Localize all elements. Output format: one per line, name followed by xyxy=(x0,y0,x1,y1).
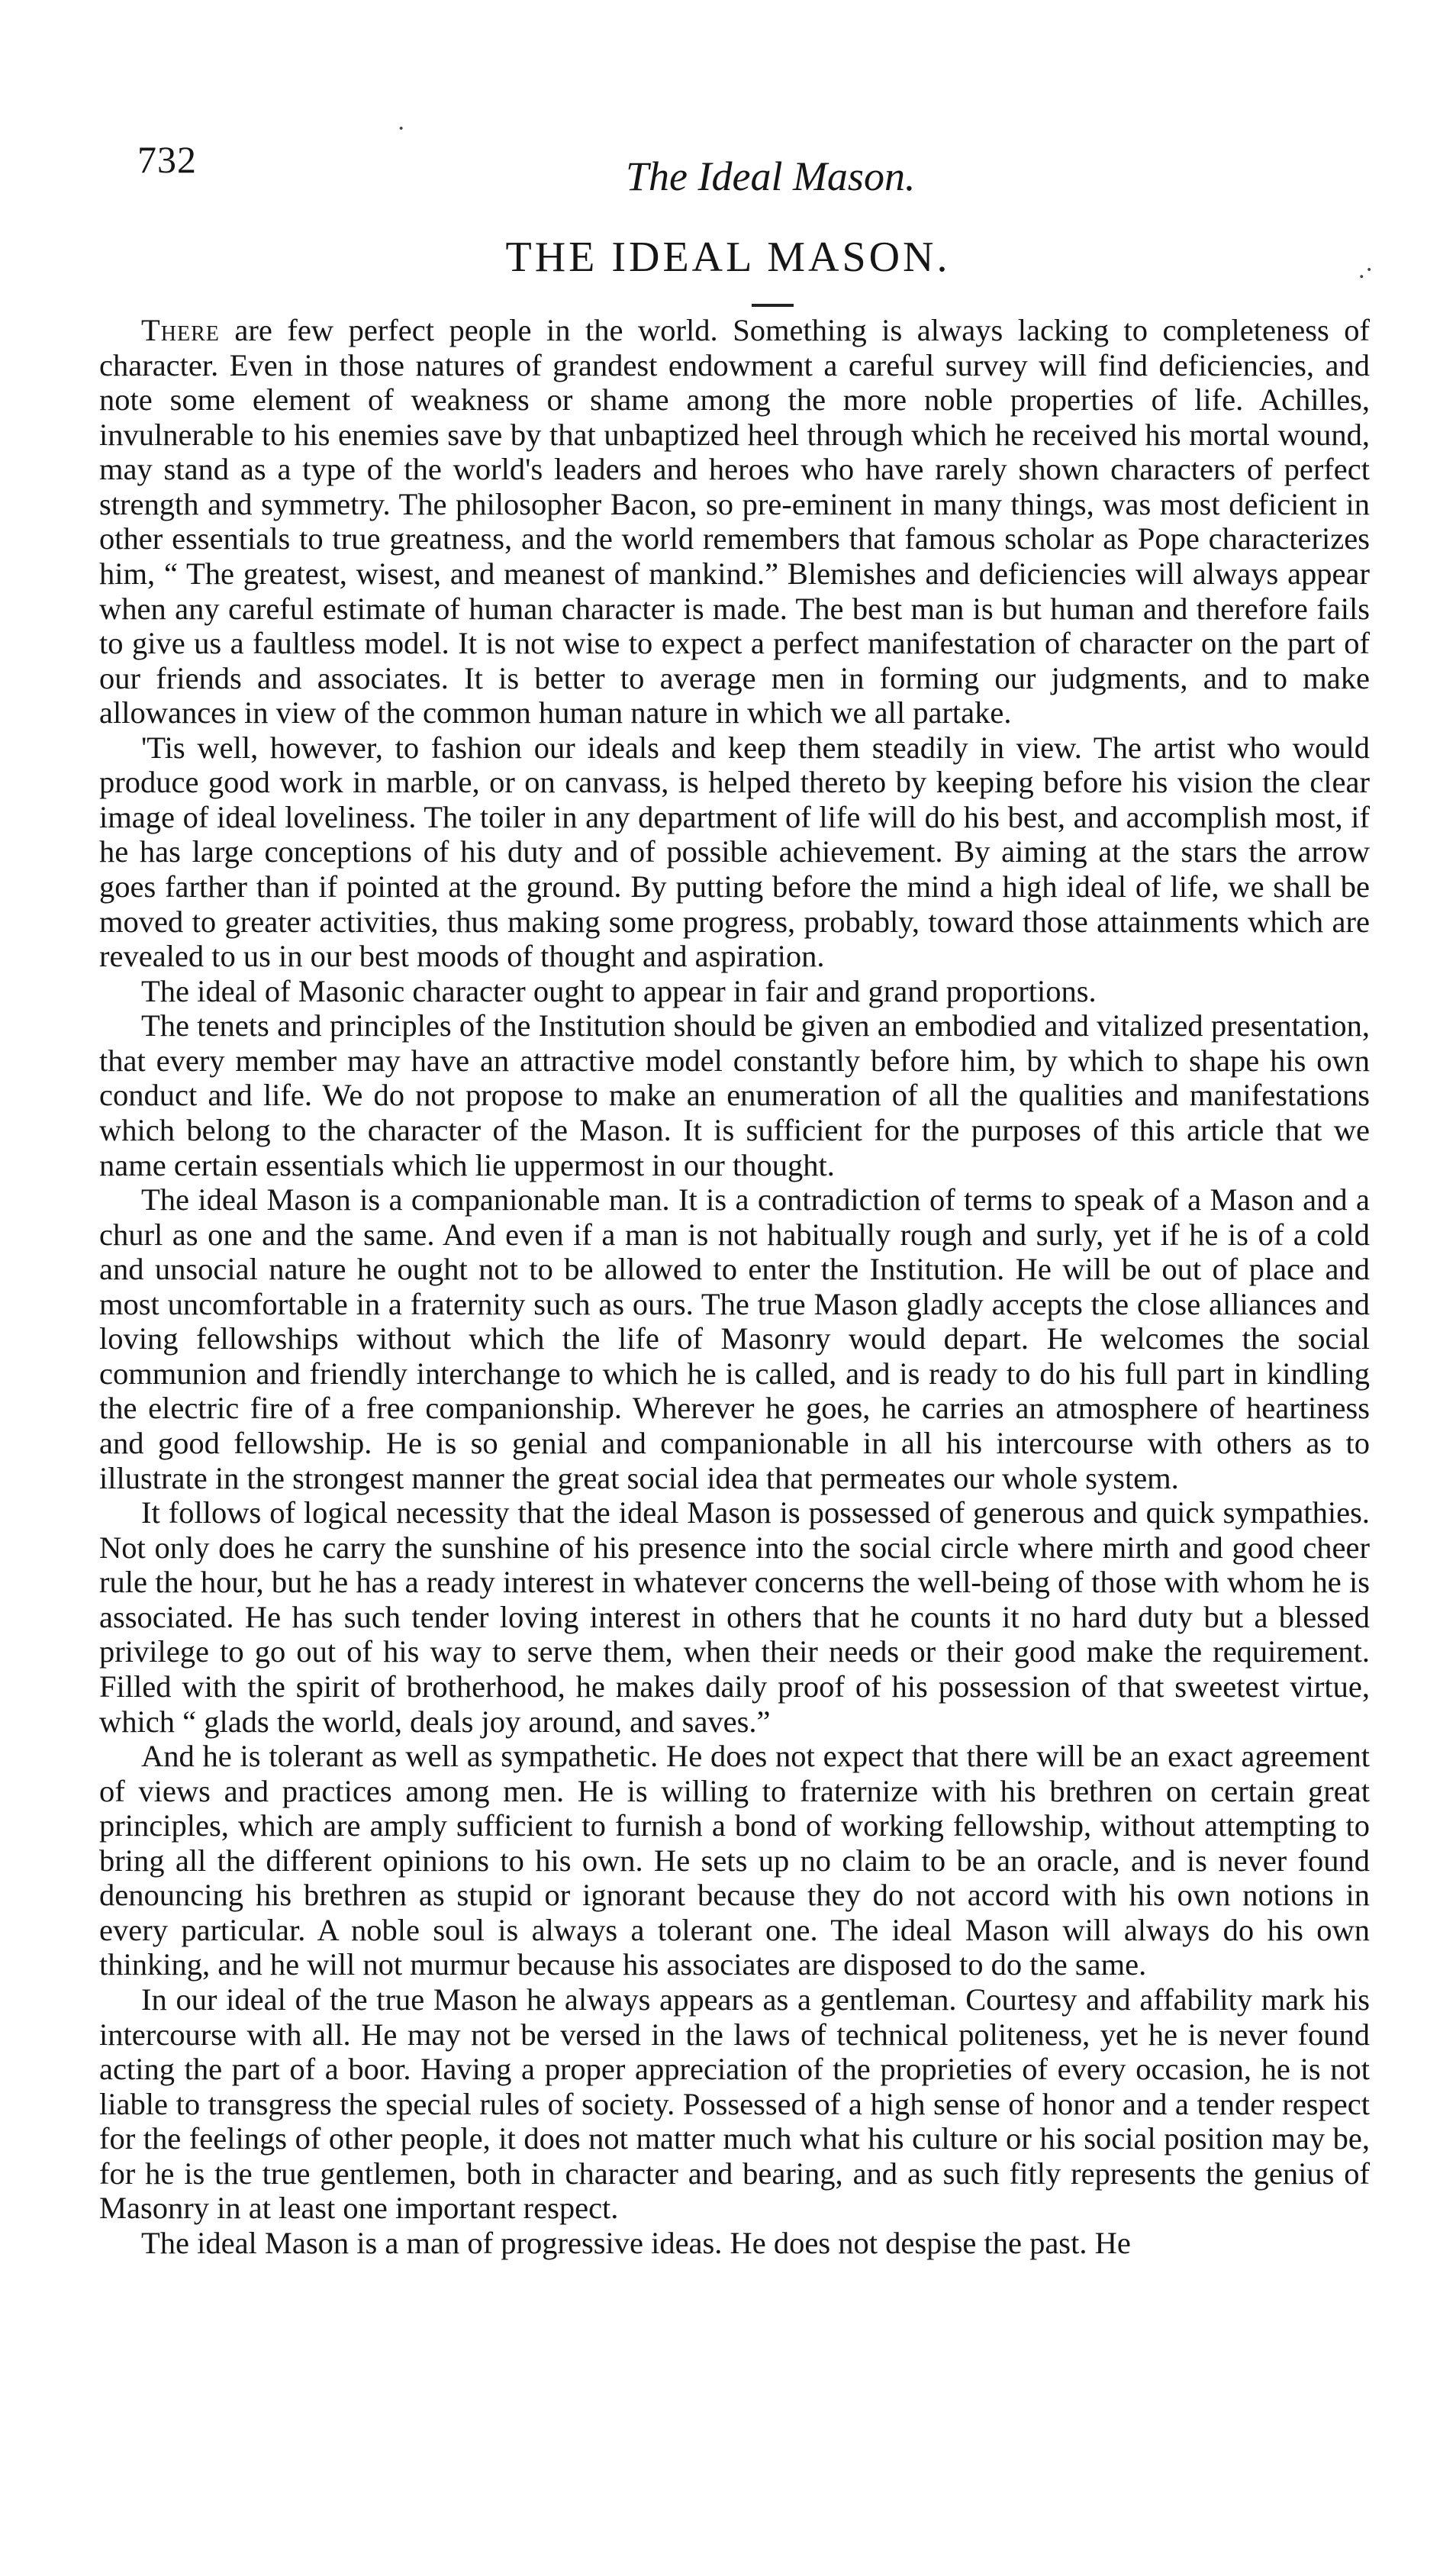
paragraph: The ideal Mason is a companionable man. It is a contradiction of terms to speak of a Mason and a churl as one and the same. And even if a man is not habitually rough and surly, yet if he is of a cold and unsocial nature he ought not to be allowed to enter the Institution. He will be out of place and most uncomfortable in a fraternity such as ours. The true Mason gladly accepts the close alliances and loving fellowships without which the life of Masonry would depart. He welcomes the social communion and friendly interchange to which he is called, and is ready to do his full part in kindling the electric fire of a free companionship. Wherever he goes, he carries an atmosphere of heartiness and good fellowship. He is so genial and companionable in all his intercourse with others as to illustrate in the strongest manner the great social idea that permeates our whole system. xyxy=(99,1182,1370,1495)
paragraph xyxy=(99,313,1370,730)
stray-ink-mark: · xyxy=(397,114,406,143)
paragraph: The ideal of Masonic character ought to appear in fair and grand proportions. xyxy=(141,973,1097,1008)
paragraph: The tenets and principles of the Institution should be given an embodied and vitalized presentation, that every member may have an attractive model constantly before him, by which to shape his own conduct and life. We do not propose to make an enumeration of all the qualities and manifestations which belong to the character of the Mason. It is sufficient for the purposes of this article that we name certain essentials which lie uppermost in our thought. xyxy=(99,1008,1370,1182)
paragraph: The ideal Mason is a man of progressive ideas. He does not despise the past. He xyxy=(141,2225,1131,2260)
title-rule xyxy=(752,304,794,307)
article-body xyxy=(99,313,1370,2261)
stray-ink-mark: .· xyxy=(1358,256,1374,284)
paragraph: And he is tolerant as well as sympathetic. He does not expect that there will be an exact agreement of views and practices among men. He is willing to fraternize with his brethren on certain great principles, which are amply sufficient to furnish a bond of working fellowship, without attempting to bring all the different opinions to his own. He sets up no claim to be an oracle, and is never found denouncing his brethren as stupid or ignorant because they do not accord with his own notions in every particular. A noble soul is always a tolerant one. The ideal Mason will always do his own thinking, and he will not murmur because his associates are disposed to do the same. xyxy=(99,1739,1370,1982)
paragraph-text: are few perfect people in the world. Something is always lacking to completeness of character. Even in those natures of grandest endowment a careful survey will find deficiencies, and note some element of weakness or shame among the more noble properties of life. Achilles, invulnerable to his enemies save by that unbaptized heel through which he received his mortal wound, may stand as a type of the world's leaders and heroes who have rarely shown characters of perfect strength and symmetry. The philosopher Bacon, so pre-eminent in many things, was most deficient in other essentials to true greatness, and the world remembers that famous scholar as Pope characterizes him, “ The greatest, wisest, and meanest of mankind.” Blemishes and deficiencies will always appear when any careful estimate of human character is made. The best man is but human and therefore fails to give us a faultless model. It is not wise to expect a perfect manifestation of character on the part of our friends and associates. It is better to average men in forming our judgments, and to make allowances in view of the common human nature in which we all partake. xyxy=(99,313,1370,730)
paragraph: In our ideal of the true Mason he always appears as a gentleman. Courtesy and affability mark his intercourse with all. He may not be versed in the laws of technical politeness, yet he is never found acting the part of a boor. Having a proper appreciation of the proprieties of every occasion, he is not liable to transgress the special rules of society. Possessed of a high sense of honor and a tender respect for the feelings of other people, it does not matter much what his culture or his social position may be, for he is the true gentlemen, both in character and bearing, and as such fitly represents the genius of Masonry in at least one important respect. xyxy=(99,1982,1370,2226)
article-title: THE IDEAL MASON. xyxy=(505,234,951,281)
page-number: 732 xyxy=(137,138,197,181)
paragraph: 'Tis well, however, to fashion our ideals and keep them steadily in view. The artist who would produce good work in marble, or on canvass, is helped thereto by keeping before his vision the clear image of ideal loveliness. The toiler in any department of life will do his best, and accomplish most, if he has large conceptions of his duty and of possible achievement. By aiming at the stars the arrow goes farther than if pointed at the ground. By putting before the mind a high ideal of life, we shall be moved to greater activities, thus making some progress, probably, toward those attainments which are revealed to us in our best moods of thought and aspiration. xyxy=(99,730,1370,974)
paragraph: It follows of logical necessity that the ideal Mason is possessed of generous and quick sympathies. Not only does he carry the sunshine of his presence into the social circle where mirth and good cheer rule the hour, but he has a ready interest in whatever concerns the well-being of those with whom he is associated. He has such tender loving interest in others that he counts it no hard duty but a blessed privilege to go out of his way to serve them, when their needs or their good make the requirement. Filled with the spirit of brotherhood, he makes daily proof of his possession of that sweetest virtue, which “ glads the world, deals joy around, and saves.” xyxy=(99,1495,1370,1739)
opening-word: There xyxy=(141,313,220,347)
running-title: The Ideal Mason. xyxy=(626,153,916,199)
running-head xyxy=(137,137,1358,206)
